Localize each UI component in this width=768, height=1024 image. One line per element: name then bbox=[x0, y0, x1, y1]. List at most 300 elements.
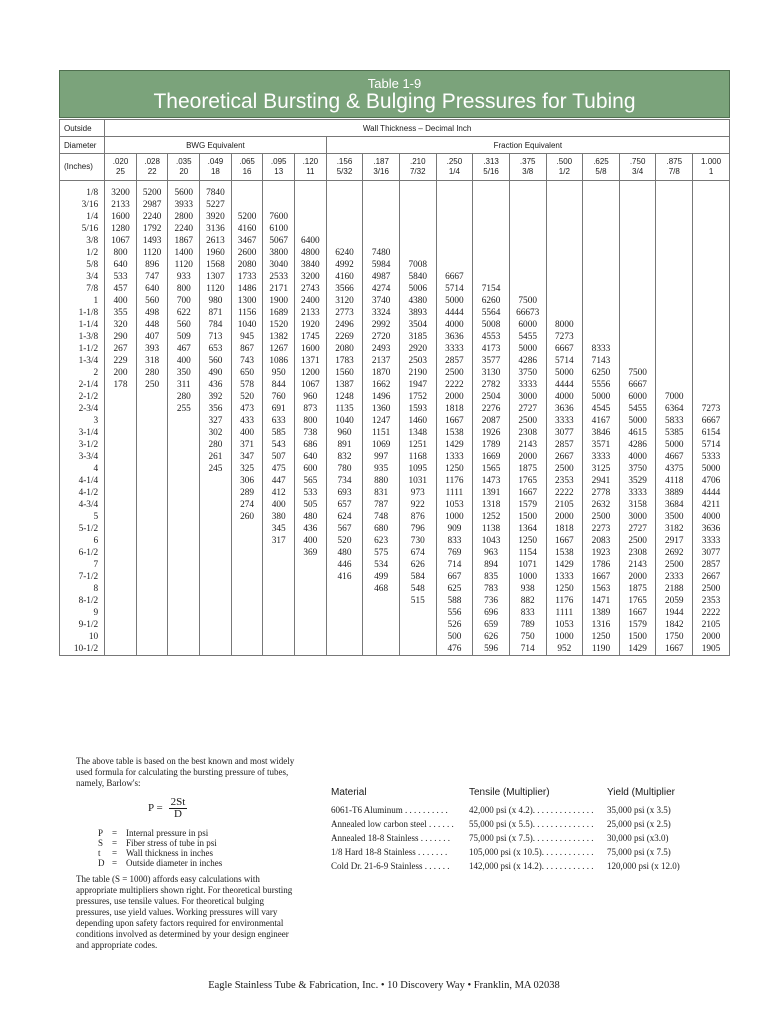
formula-lhs: P = bbox=[148, 802, 163, 814]
pressure-cell: 3500 bbox=[656, 511, 693, 523]
od-header-line2: Diameter bbox=[60, 137, 105, 154]
column-decimal: .095 bbox=[270, 157, 287, 166]
outside-diameter-cell: 1/4 bbox=[60, 211, 105, 223]
pressure-cell: 832 bbox=[326, 451, 363, 463]
pressure-cell bbox=[693, 391, 730, 403]
pressure-cell: 2333 bbox=[656, 571, 693, 583]
pressure-cell: 6667 bbox=[619, 379, 656, 391]
pressure-cell: 2720 bbox=[363, 331, 400, 343]
pressure-cell bbox=[295, 595, 327, 607]
pressure-cell: 3200 bbox=[105, 187, 137, 199]
pressure-cell: 1905 bbox=[693, 643, 730, 656]
pressure-cell: 4380 bbox=[399, 295, 436, 307]
legend-item bbox=[76, 828, 296, 838]
pressure-cell: 5227 bbox=[200, 199, 232, 211]
pressure-cell: 1579 bbox=[509, 499, 546, 511]
column-header bbox=[693, 154, 730, 181]
pressure-cell bbox=[136, 391, 168, 403]
pressure-cell: 674 bbox=[399, 547, 436, 559]
column-header bbox=[473, 154, 510, 181]
table-row bbox=[60, 271, 730, 283]
pressure-cell: 2493 bbox=[363, 343, 400, 355]
pressure-cell: 1493 bbox=[136, 235, 168, 247]
pressure-cell bbox=[136, 415, 168, 427]
pressure-cell bbox=[263, 187, 295, 199]
pressure-cell bbox=[136, 451, 168, 463]
pressure-cell: 2600 bbox=[231, 247, 263, 259]
pressure-cell bbox=[231, 631, 263, 643]
pressure-cell: 1040 bbox=[326, 415, 363, 427]
pressure-cell: 5840 bbox=[399, 271, 436, 283]
pressure-cell: 1135 bbox=[326, 403, 363, 415]
pressure-cell: 5000 bbox=[546, 367, 583, 379]
pressure-cell: 5714 bbox=[693, 439, 730, 451]
pressure-cell: 302 bbox=[200, 427, 232, 439]
pressure-cell bbox=[200, 535, 232, 547]
pressure-cell: 2080 bbox=[231, 259, 263, 271]
pressure-cell bbox=[363, 211, 400, 223]
outside-diameter-cell: 4-3/4 bbox=[60, 499, 105, 511]
pressure-cell: 2000 bbox=[619, 571, 656, 583]
table-row bbox=[60, 391, 730, 403]
pressure-cell: 468 bbox=[363, 583, 400, 595]
pressure-cell: 66673 bbox=[509, 307, 546, 319]
pressure-cell: 833 bbox=[509, 607, 546, 619]
column-decimal: .035 bbox=[176, 157, 192, 166]
pressure-cell: 1818 bbox=[436, 403, 473, 415]
pressure-cell bbox=[295, 187, 327, 199]
pressure-cell bbox=[326, 199, 363, 211]
legend-item bbox=[76, 858, 296, 868]
pressure-cell: 1429 bbox=[619, 643, 656, 656]
pressure-cell: 1120 bbox=[136, 247, 168, 259]
pressure-cell: 835 bbox=[473, 571, 510, 583]
pressure-cell: 2504 bbox=[473, 391, 510, 403]
pressure-cell: 3040 bbox=[263, 259, 295, 271]
table-row bbox=[60, 451, 730, 463]
pressure-cell: 1944 bbox=[656, 607, 693, 619]
pressure-cell: 467 bbox=[168, 343, 200, 355]
pressure-cell: 800 bbox=[295, 415, 327, 427]
pressure-cell: 4173 bbox=[473, 343, 510, 355]
pressure-cell: 4992 bbox=[326, 259, 363, 271]
pressure-cell: 543 bbox=[263, 439, 295, 451]
pressure-cell bbox=[509, 223, 546, 235]
pressure-cell: 5000 bbox=[619, 415, 656, 427]
pressure-cell: 1120 bbox=[168, 259, 200, 271]
pressure-cell bbox=[363, 643, 400, 656]
pressure-cell bbox=[399, 631, 436, 643]
pressure-cell bbox=[363, 187, 400, 199]
pressure-cell: 1960 bbox=[200, 247, 232, 259]
pressure-cell bbox=[473, 235, 510, 247]
pressure-cell: 873 bbox=[295, 403, 327, 415]
table-row bbox=[60, 463, 730, 475]
column-header bbox=[136, 154, 168, 181]
pressure-cell: 6667 bbox=[693, 415, 730, 427]
pressure-cell bbox=[136, 595, 168, 607]
pressure-cell: 945 bbox=[231, 331, 263, 343]
tensile-cell: 55,000 psi (x 5.5). . . . . . . . . . . . . . bbox=[469, 819, 594, 829]
outside-diameter-cell: 7 bbox=[60, 559, 105, 571]
pressure-cell bbox=[363, 619, 400, 631]
pressure-cell bbox=[656, 319, 693, 331]
pressure-cell: 4553 bbox=[473, 331, 510, 343]
pressure-cell: 748 bbox=[363, 511, 400, 523]
pressure-cell: 1247 bbox=[363, 415, 400, 427]
pressure-cell bbox=[473, 187, 510, 199]
pressure-cell bbox=[326, 211, 363, 223]
pressure-cell bbox=[200, 523, 232, 535]
pressure-cell bbox=[363, 595, 400, 607]
pressure-cell bbox=[619, 187, 656, 199]
pressure-cell: 596 bbox=[473, 643, 510, 656]
pressure-cell: 1568 bbox=[200, 259, 232, 271]
pressure-cell bbox=[693, 271, 730, 283]
notes-outro: The table (S = 1000) affords easy calculations with appropriate multipliers shown right. For theoretical bursting pressures, use tensile values. For theoretical bulging pressures, use yield values. Working pressures will vary depending upon safety factors required for environmental conditions involved as determined by your design engineer and appropriate codes. bbox=[76, 874, 293, 950]
pressure-cell: 3566 bbox=[326, 283, 363, 295]
pressure-cell bbox=[546, 199, 583, 211]
pressure-cell: 1200 bbox=[295, 367, 327, 379]
pressure-cell bbox=[105, 607, 137, 619]
pressure-cell: 412 bbox=[263, 487, 295, 499]
pressure-cell bbox=[693, 295, 730, 307]
pressure-cell: 1250 bbox=[546, 583, 583, 595]
column-header bbox=[363, 154, 400, 181]
pressure-cell bbox=[619, 223, 656, 235]
pressure-cell: 734 bbox=[326, 475, 363, 487]
pressure-cell: 5833 bbox=[656, 415, 693, 427]
pressure-cell bbox=[693, 259, 730, 271]
pressure-cell bbox=[105, 535, 137, 547]
pressure-cell bbox=[263, 595, 295, 607]
pressure-cell: 738 bbox=[295, 427, 327, 439]
outside-diameter-cell: 9-1/2 bbox=[60, 619, 105, 631]
pressure-cell: 3577 bbox=[473, 355, 510, 367]
table-row bbox=[60, 523, 730, 535]
legend-symbol: S bbox=[98, 838, 104, 848]
pressure-cell bbox=[105, 583, 137, 595]
pressure-cell: 345 bbox=[263, 523, 295, 535]
pressure-cell: 1364 bbox=[509, 523, 546, 535]
pressure-cell bbox=[619, 235, 656, 247]
pressure-cell: 626 bbox=[473, 631, 510, 643]
pressure-cell: 3185 bbox=[399, 331, 436, 343]
pressure-cell: 640 bbox=[295, 451, 327, 463]
pressure-cell bbox=[619, 247, 656, 259]
pressure-cell: 3571 bbox=[583, 439, 620, 451]
pressure-cell: 6667 bbox=[436, 271, 473, 283]
bursting-pressure-table bbox=[59, 119, 730, 656]
material-cell: Cold Dr. 21-6-9 Stainless . . . . . . bbox=[331, 861, 450, 871]
pressure-cell: 533 bbox=[105, 271, 137, 283]
yield-cell: 30,000 psi (x3.0) bbox=[607, 833, 669, 843]
pressure-cell: 2240 bbox=[168, 223, 200, 235]
legend-symbol: t bbox=[98, 848, 101, 858]
pressure-cell bbox=[363, 223, 400, 235]
pressure-cell: 4000 bbox=[436, 319, 473, 331]
pressure-cell bbox=[136, 427, 168, 439]
pressure-cell bbox=[136, 403, 168, 415]
legend-equals: = bbox=[112, 828, 118, 838]
pressure-cell: 4160 bbox=[231, 223, 263, 235]
bwg-header: BWG Equivalent bbox=[105, 137, 326, 154]
pressure-cell: 1333 bbox=[546, 571, 583, 583]
pressure-cell bbox=[656, 379, 693, 391]
pressure-cell bbox=[546, 295, 583, 307]
pressure-cell bbox=[200, 547, 232, 559]
outside-diameter-cell: 3-1/2 bbox=[60, 439, 105, 451]
pressure-cell bbox=[473, 223, 510, 235]
pressure-cell: 2105 bbox=[546, 499, 583, 511]
pressure-cell: 1000 bbox=[509, 571, 546, 583]
pressure-cell: 680 bbox=[363, 523, 400, 535]
pressure-cell: 1923 bbox=[583, 547, 620, 559]
outside-diameter-cell: 3/16 bbox=[60, 199, 105, 211]
table-title-banner bbox=[59, 70, 730, 118]
pressure-cell: 433 bbox=[231, 415, 263, 427]
pressure-cell: 3125 bbox=[583, 463, 620, 475]
pressure-cell: 317 bbox=[263, 535, 295, 547]
pressure-cell bbox=[200, 643, 232, 656]
pressure-cell: 311 bbox=[168, 379, 200, 391]
pressure-cell bbox=[656, 295, 693, 307]
pressure-cell: 5200 bbox=[136, 187, 168, 199]
pressure-cell: 369 bbox=[295, 547, 327, 559]
pressure-cell: 1031 bbox=[399, 475, 436, 487]
pressure-cell bbox=[168, 559, 200, 571]
pressure-cell: 1251 bbox=[399, 439, 436, 451]
column-gauge: 3/4 bbox=[632, 167, 644, 176]
pressure-cell: 2667 bbox=[546, 451, 583, 463]
pressure-cell: 1520 bbox=[263, 319, 295, 331]
pressure-cell: 475 bbox=[263, 463, 295, 475]
pressure-cell: 1765 bbox=[509, 475, 546, 487]
outside-diameter-cell: 4-1/4 bbox=[60, 475, 105, 487]
pressure-cell: 1400 bbox=[168, 247, 200, 259]
outside-diameter-cell: 1/2 bbox=[60, 247, 105, 259]
pressure-cell: 5385 bbox=[656, 427, 693, 439]
pressure-cell: 783 bbox=[473, 583, 510, 595]
pressure-cell: 1689 bbox=[263, 307, 295, 319]
pressure-cell bbox=[136, 535, 168, 547]
pressure-cell: 1870 bbox=[363, 367, 400, 379]
pressure-cell: 1120 bbox=[200, 283, 232, 295]
pressure-cell bbox=[399, 619, 436, 631]
table-row bbox=[60, 631, 730, 643]
pressure-cell bbox=[105, 415, 137, 427]
pressure-cell: 4545 bbox=[583, 403, 620, 415]
pressure-cell bbox=[136, 499, 168, 511]
pressure-cell bbox=[509, 271, 546, 283]
pressure-cell bbox=[619, 259, 656, 271]
pressure-cell: 325 bbox=[231, 463, 263, 475]
pressure-cell: 7600 bbox=[263, 211, 295, 223]
pressure-cell: 476 bbox=[436, 643, 473, 656]
pressure-cell: 736 bbox=[473, 595, 510, 607]
table-row bbox=[60, 307, 730, 319]
pressure-cell: 400 bbox=[168, 355, 200, 367]
pressure-cell: 1733 bbox=[231, 271, 263, 283]
pressure-cell: 2727 bbox=[509, 403, 546, 415]
pressure-cell bbox=[619, 271, 656, 283]
multiplier-row bbox=[331, 845, 711, 859]
pressure-cell: 1471 bbox=[583, 595, 620, 607]
table-row bbox=[60, 319, 730, 331]
pressure-cell: 2133 bbox=[295, 307, 327, 319]
pressure-cell bbox=[105, 547, 137, 559]
pressure-cell: 2273 bbox=[583, 523, 620, 535]
pressure-cell: 1176 bbox=[546, 595, 583, 607]
pressure-cell: 960 bbox=[326, 427, 363, 439]
pressure-cell: 1926 bbox=[473, 427, 510, 439]
pressure-cell: 3504 bbox=[399, 319, 436, 331]
tensile-cell: 42,000 psi (x 4.2). . . . . . . . . . . . . . bbox=[469, 805, 594, 815]
pressure-cell: 667 bbox=[436, 571, 473, 583]
pressure-cell: 1563 bbox=[583, 583, 620, 595]
pressure-cell: 371 bbox=[231, 439, 263, 451]
pressure-cell: 260 bbox=[231, 511, 263, 523]
pressure-cell: 973 bbox=[399, 487, 436, 499]
column-gauge: 18 bbox=[210, 167, 220, 176]
multiplier-rows bbox=[331, 803, 711, 873]
outside-diameter-cell: 1-3/4 bbox=[60, 355, 105, 367]
pressure-cell bbox=[693, 211, 730, 223]
pressure-cell bbox=[200, 631, 232, 643]
column-decimal: .049 bbox=[207, 157, 224, 166]
tensile-cell: 105,000 psi (x 10.5). . . . . . . . . . . . bbox=[469, 847, 594, 857]
pressure-cell bbox=[436, 247, 473, 259]
pressure-cell bbox=[136, 643, 168, 656]
pressure-cell: 7008 bbox=[399, 259, 436, 271]
pressure-cell bbox=[436, 187, 473, 199]
table-row bbox=[60, 355, 730, 367]
pressure-cell: 780 bbox=[326, 463, 363, 475]
pressure-cell: 1600 bbox=[105, 211, 137, 223]
pressure-cell bbox=[326, 583, 363, 595]
column-decimal: .875 bbox=[666, 157, 683, 166]
multiplier-row bbox=[331, 831, 711, 845]
pressure-cell: 693 bbox=[326, 487, 363, 499]
pressure-cell: 567 bbox=[326, 523, 363, 535]
pressure-cell: 1900 bbox=[263, 295, 295, 307]
pressure-cell bbox=[656, 271, 693, 283]
pressure-cell bbox=[693, 187, 730, 199]
pressure-cell bbox=[263, 643, 295, 656]
pressure-cell bbox=[136, 463, 168, 475]
outside-diameter-cell: 7/8 bbox=[60, 283, 105, 295]
pressure-cell: 4800 bbox=[295, 247, 327, 259]
outside-diameter-cell: 5 bbox=[60, 511, 105, 523]
pressure-cell: 2941 bbox=[583, 475, 620, 487]
pressure-cell bbox=[263, 547, 295, 559]
pressure-cell: 980 bbox=[200, 295, 232, 307]
table-row bbox=[60, 583, 730, 595]
pressure-cell: 505 bbox=[295, 499, 327, 511]
pressure-cell: 1389 bbox=[583, 607, 620, 619]
pressure-cell: 289 bbox=[231, 487, 263, 499]
pressure-cell: 894 bbox=[473, 559, 510, 571]
pressure-cell bbox=[105, 523, 137, 535]
pressure-cell bbox=[399, 223, 436, 235]
pressure-cell: 657 bbox=[326, 499, 363, 511]
pressure-cell: 2857 bbox=[436, 355, 473, 367]
pressure-cell: 1669 bbox=[473, 451, 510, 463]
pressure-cell bbox=[168, 463, 200, 475]
pressure-cell: 392 bbox=[200, 391, 232, 403]
pressure-cell: 274 bbox=[231, 499, 263, 511]
pressure-cell: 2857 bbox=[546, 439, 583, 451]
pressure-cell: 5984 bbox=[363, 259, 400, 271]
pressure-cell: 2222 bbox=[436, 379, 473, 391]
pressure-cell bbox=[136, 511, 168, 523]
pressure-cell bbox=[436, 259, 473, 271]
column-gauge: 3/8 bbox=[522, 167, 534, 176]
pressure-cell: 700 bbox=[168, 295, 200, 307]
outside-diameter-cell: 2-1/2 bbox=[60, 391, 105, 403]
pressure-cell bbox=[231, 547, 263, 559]
pressure-cell bbox=[656, 355, 693, 367]
pressure-cell bbox=[693, 319, 730, 331]
pressure-cell: 5564 bbox=[473, 307, 510, 319]
table-row bbox=[60, 259, 730, 271]
table-row bbox=[60, 619, 730, 631]
pressure-cell bbox=[693, 343, 730, 355]
formula-legend bbox=[76, 828, 296, 868]
pressure-cell: 4118 bbox=[656, 475, 693, 487]
pressure-cell bbox=[619, 283, 656, 295]
pressure-cell: 2920 bbox=[399, 343, 436, 355]
outside-diameter-cell: 10 bbox=[60, 631, 105, 643]
pressure-cell: 653 bbox=[200, 343, 232, 355]
pressure-cell: 575 bbox=[363, 547, 400, 559]
outside-diameter-cell: 6 bbox=[60, 535, 105, 547]
pressure-cell: 1667 bbox=[619, 607, 656, 619]
pressure-cell: 2222 bbox=[546, 487, 583, 499]
pressure-cell bbox=[509, 199, 546, 211]
pressure-cell: 3750 bbox=[619, 463, 656, 475]
formula-numerator: 2St bbox=[170, 796, 186, 808]
pressure-cell: 5067 bbox=[263, 235, 295, 247]
pressure-cell: 3840 bbox=[295, 259, 327, 271]
pressure-cell bbox=[546, 283, 583, 295]
pressure-cell: 844 bbox=[263, 379, 295, 391]
pressure-cell: 2083 bbox=[583, 535, 620, 547]
yield-cell: 25,000 psi (x 2.5) bbox=[607, 819, 671, 829]
pressure-cell: 1086 bbox=[263, 355, 295, 367]
pressure-cell bbox=[546, 259, 583, 271]
pressure-cell: 1316 bbox=[583, 619, 620, 631]
pressure-cell: 3200 bbox=[295, 271, 327, 283]
pressure-cell: 436 bbox=[295, 523, 327, 535]
pressure-cell: 3000 bbox=[619, 511, 656, 523]
pressure-cell: 7143 bbox=[583, 355, 620, 367]
outside-diameter-cell: 3/8 bbox=[60, 235, 105, 247]
table-row bbox=[60, 295, 730, 307]
pressure-cell bbox=[136, 583, 168, 595]
column-header bbox=[546, 154, 583, 181]
pressure-cell: 1593 bbox=[399, 403, 436, 415]
pressure-cell: 267 bbox=[105, 343, 137, 355]
pressure-cell: 2500 bbox=[436, 367, 473, 379]
pressure-cell bbox=[363, 199, 400, 211]
pressure-cell: 1111 bbox=[436, 487, 473, 499]
pressure-cell: 1667 bbox=[509, 487, 546, 499]
pressure-cell bbox=[168, 415, 200, 427]
pressure-cell: 787 bbox=[363, 499, 400, 511]
od-header-line1: Outside bbox=[60, 120, 105, 137]
pressure-cell: 2353 bbox=[693, 595, 730, 607]
